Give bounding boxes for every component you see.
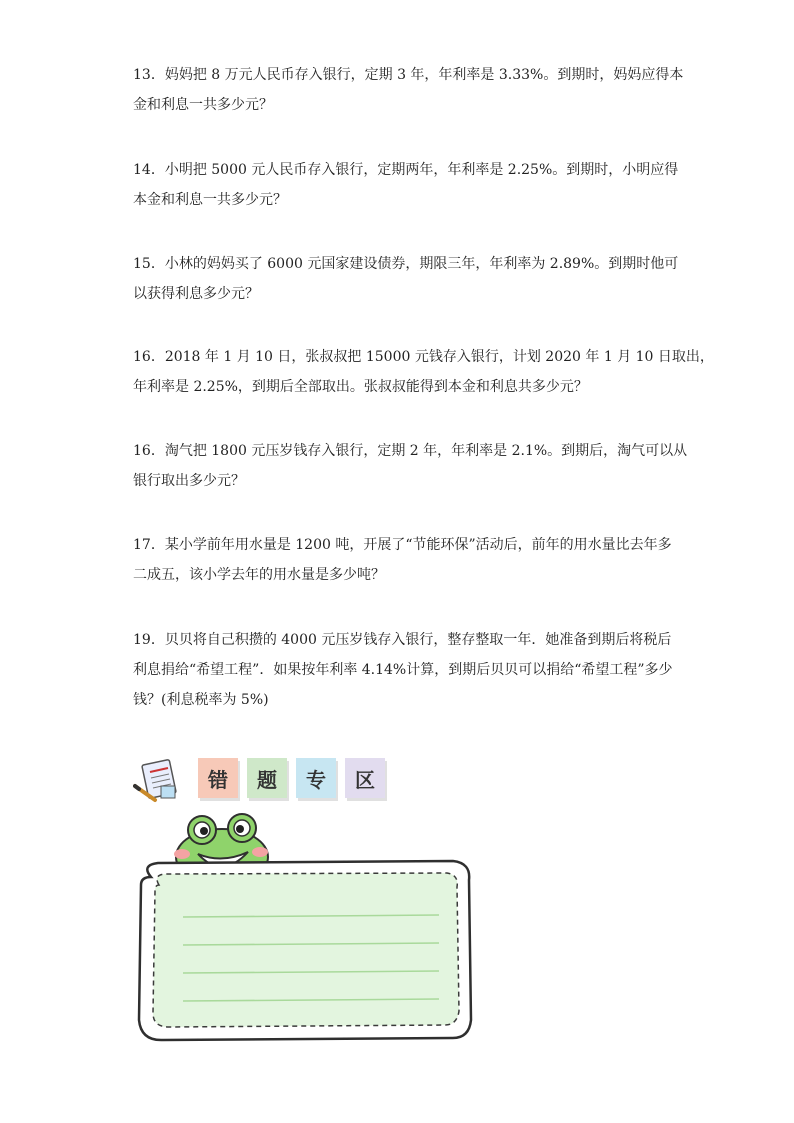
question-line: 13．妈妈把 8 万元人民币存入银行，定期 3 年，年利率是 3.33%。到期时，妈妈应得本 <box>133 67 684 83</box>
question-13 <box>133 60 684 120</box>
notebook-pencil-icon <box>133 756 183 806</box>
question-line: 利息捐给“希望工程”．如果按年利率 4.14%计算，到期后贝贝可以捐给“希望工程”多少 <box>133 662 673 678</box>
question-15 <box>133 249 679 309</box>
question-line: 年利率是 2.25%，到期后全部取出。张叔叔能得到本金和利息共多少元？ <box>133 379 588 395</box>
question-line: 钱？(利息税率为 5%) <box>133 692 269 708</box>
question-line: 银行取出多少元？ <box>133 473 245 489</box>
question-16b <box>133 436 688 496</box>
banner-char-4: 区 <box>345 758 385 798</box>
question-line: 16．2018 年 1 月 10 日，张叔叔把 15000 元钱存入银行，计划 2020 年 1 月 10 日取出， <box>133 349 714 365</box>
question-line: 19．贝贝将自己积攒的 4000 元压岁钱存入银行，整存整取一年．她准备到期后将税后 <box>133 632 672 648</box>
question-line: 16．淘气把 1800 元压岁钱存入银行，定期 2 年，年利率是 2.1%。到期后，淘气可以从 <box>133 443 688 459</box>
notes-box <box>133 855 478 1045</box>
question-14 <box>133 155 679 215</box>
question-line: 金和利息一共多少元？ <box>133 97 273 113</box>
question-line: 本金和利息一共多少元？ <box>133 192 287 208</box>
question-line: 以获得利息多少元？ <box>133 286 259 302</box>
wrong-questions-banner <box>133 756 413 806</box>
banner-char-3: 专 <box>296 758 336 798</box>
question-17 <box>133 530 673 590</box>
banner-char-2: 题 <box>247 758 287 798</box>
question-line: 15．小林的妈妈买了 6000 元国家建设债券，期限三年，年利率为 2.89%。到期时他可 <box>133 256 679 272</box>
question-line: 14．小明把 5000 元人民币存入银行，定期两年，年利率是 2.25%。到期时，小明应得 <box>133 162 679 178</box>
question-line: 二成五，该小学去年的用水量是多少吨？ <box>133 567 385 583</box>
question-19 <box>133 625 673 715</box>
question-16a <box>133 342 714 402</box>
banner-char-1: 错 <box>198 758 238 798</box>
question-line: 17．某小学前年用水量是 1200 吨，开展了“节能环保”活动后，前年的用水量比去年多 <box>133 537 672 553</box>
